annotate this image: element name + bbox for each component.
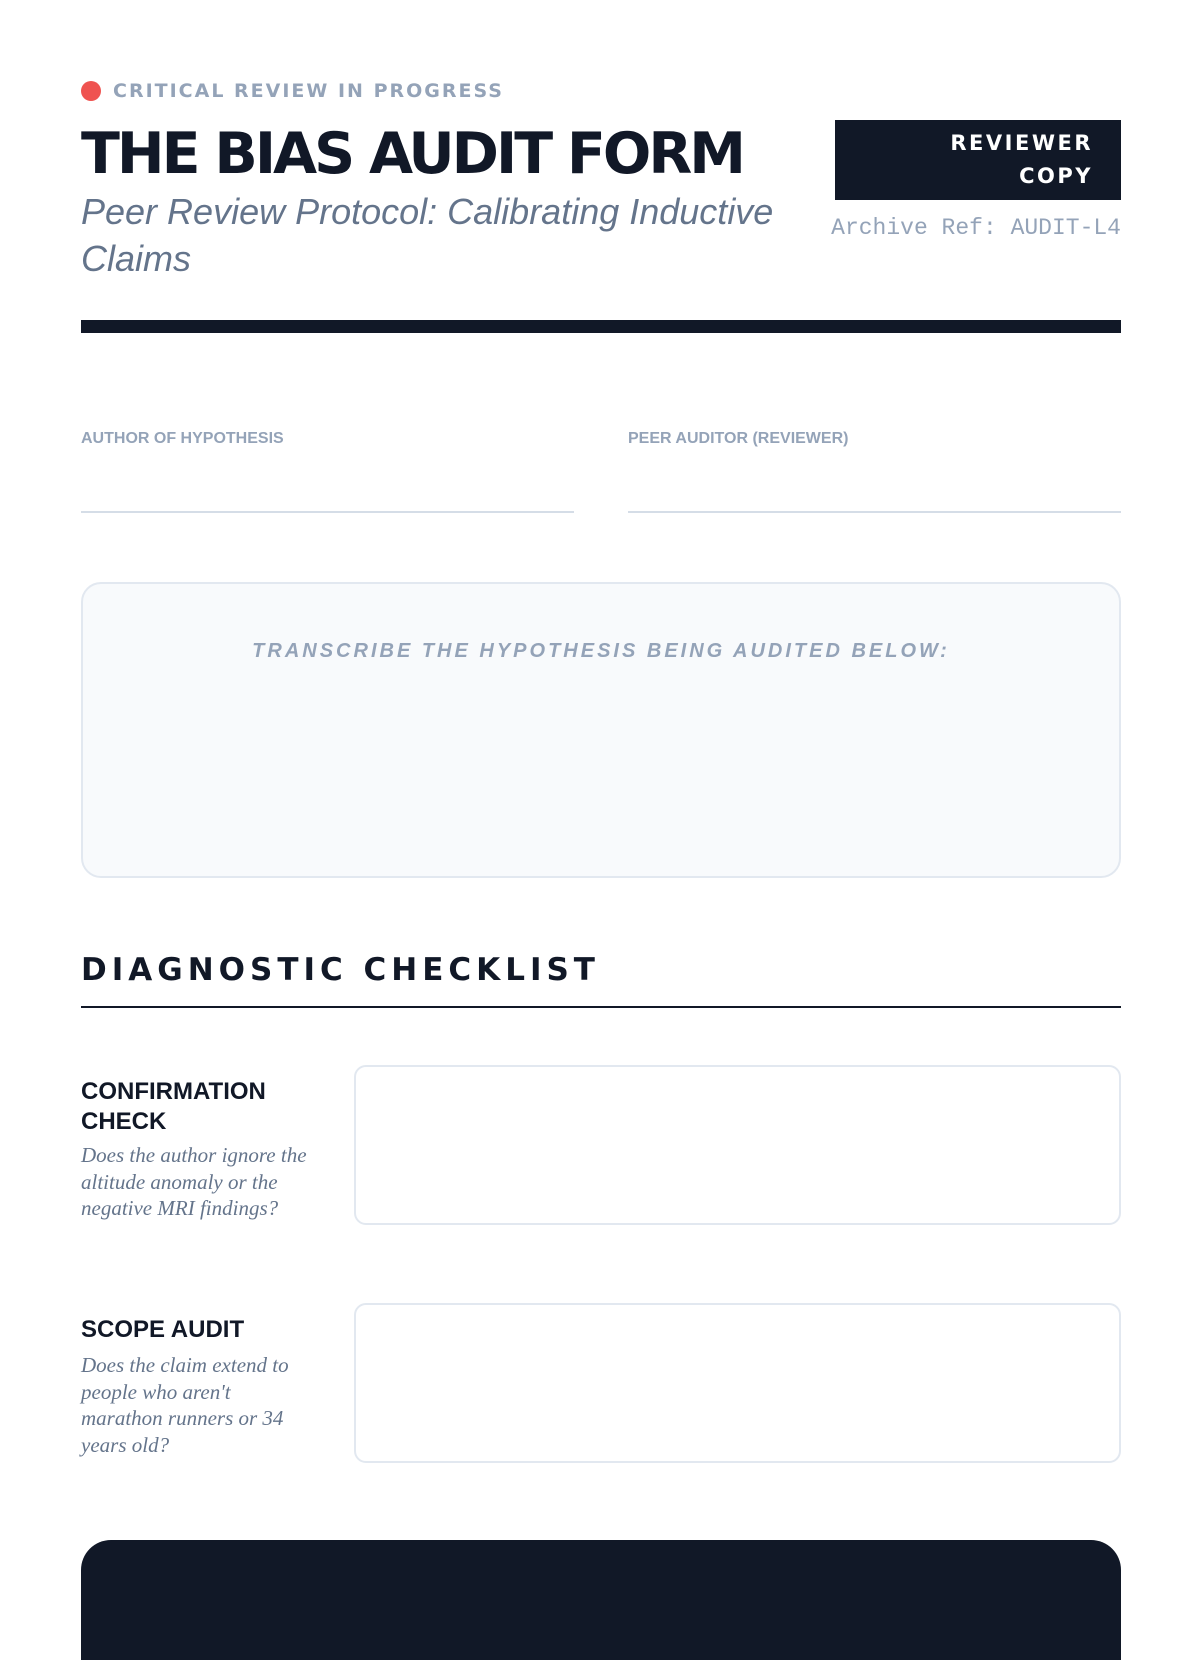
footer-panel (81, 1540, 1121, 1660)
checklist-item-question: Does the author ignore the altitude anomaly or the negative MRI findings? (81, 1143, 307, 1220)
header-divider (81, 320, 1121, 333)
status-text: CRITICAL REVIEW IN PROGRESS (113, 80, 504, 102)
hypothesis-prompt: TRANSCRIBE THE HYPOTHESIS BEING AUDITED BELOW: (252, 640, 950, 662)
checklist-item-name: CONFIRMATION CHECK (81, 1078, 266, 1135)
checklist-item-question: Does the claim extend to people who aren't marathon runners or 34 years old? (81, 1353, 289, 1457)
author-field-underline (81, 511, 574, 513)
reviewer-copy-badge: REVIEWER COPY (835, 120, 1121, 200)
author-input[interactable] (81, 470, 578, 510)
auditor-field-label: PEER AUDITOR (REVIEWER) (628, 430, 849, 447)
hypothesis-textarea[interactable] (81, 582, 1121, 878)
page-title: THE BIAS AUDIT FORM (81, 121, 743, 187)
checklist-item-name: SCOPE AUDIT (81, 1316, 245, 1343)
archive-reference: Archive Ref: AUDIT-L4 (831, 215, 1121, 241)
auditor-field (628, 430, 1121, 448)
author-field (81, 430, 574, 448)
audit-form-page (81, 0, 1121, 1600)
confirmation-answer-box[interactable] (354, 1065, 1121, 1225)
author-field-label: AUTHOR OF HYPOTHESIS (81, 430, 284, 447)
auditor-field-underline (628, 511, 1121, 513)
auditor-input[interactable] (628, 470, 1125, 510)
scope-answer-box[interactable] (354, 1303, 1121, 1463)
checklist-divider (81, 1006, 1121, 1008)
checklist-title: DIAGNOSTIC CHECKLIST (81, 952, 600, 988)
status-indicator (81, 80, 504, 102)
status-dot-icon (81, 81, 101, 101)
page-subtitle: Peer Review Protocol: Calibrating Inductive Claims (81, 191, 774, 279)
